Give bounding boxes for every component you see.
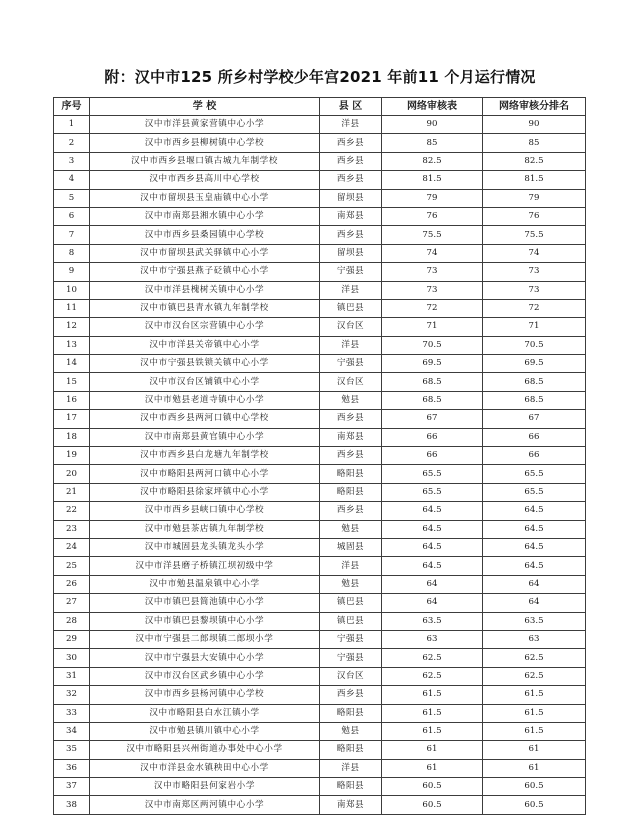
row-county: 西乡县 <box>320 447 382 465</box>
table-row <box>54 502 586 520</box>
row-review-score: 67 <box>382 410 483 428</box>
row-review-rank: 64.5 <box>483 538 586 556</box>
row-review-score: 75.5 <box>382 226 483 244</box>
row-county: 宁强县 <box>320 263 382 281</box>
row-school-name: 汉中市西乡县杨河镇中心学校 <box>90 686 320 704</box>
school-ranking-table <box>53 97 586 815</box>
row-county: 城固县 <box>320 538 382 556</box>
row-review-score: 66 <box>382 447 483 465</box>
row-index: 1 <box>54 116 90 134</box>
table-row <box>54 759 586 777</box>
table-row <box>54 116 586 134</box>
row-index: 18 <box>54 428 90 446</box>
header-review-rank: 网络审核分排名 <box>483 98 586 116</box>
table-row <box>54 263 586 281</box>
row-review-score: 68.5 <box>382 373 483 391</box>
table-row <box>54 557 586 575</box>
row-county: 洋县 <box>320 557 382 575</box>
row-review-score: 60.5 <box>382 778 483 796</box>
table-row <box>54 428 586 446</box>
row-school-name: 汉中市略阳县兴州街道办事处中心小学 <box>90 741 320 759</box>
row-county: 洋县 <box>320 116 382 134</box>
row-index: 3 <box>54 152 90 170</box>
table-row <box>54 281 586 299</box>
row-index: 5 <box>54 189 90 207</box>
row-county: 西乡县 <box>320 134 382 152</box>
row-review-rank: 73 <box>483 281 586 299</box>
row-county: 宁强县 <box>320 630 382 648</box>
row-school-name: 汉中市留坝县玉皇庙镇中心小学 <box>90 189 320 207</box>
row-index: 8 <box>54 244 90 262</box>
row-school-name: 汉中市西乡县白龙塘九年制学校 <box>90 447 320 465</box>
row-index: 33 <box>54 704 90 722</box>
row-county: 西乡县 <box>320 410 382 428</box>
row-review-score: 64.5 <box>382 520 483 538</box>
row-county: 南郑县 <box>320 428 382 446</box>
row-review-rank: 72 <box>483 299 586 317</box>
row-review-score: 61.5 <box>382 686 483 704</box>
row-review-rank: 65.5 <box>483 465 586 483</box>
table-row <box>54 612 586 630</box>
row-review-score: 64.5 <box>382 557 483 575</box>
row-review-score: 71 <box>382 318 483 336</box>
row-index: 38 <box>54 796 90 814</box>
row-review-score: 73 <box>382 281 483 299</box>
row-county: 洋县 <box>320 281 382 299</box>
row-index: 24 <box>54 538 90 556</box>
row-index: 37 <box>54 778 90 796</box>
row-review-score: 63.5 <box>382 612 483 630</box>
header-school: 学 校 <box>90 98 320 116</box>
row-school-name: 汉中市洋县磨子桥镇江坝初级中学 <box>90 557 320 575</box>
row-review-rank: 75.5 <box>483 226 586 244</box>
table-row <box>54 299 586 317</box>
row-review-rank: 74 <box>483 244 586 262</box>
row-school-name: 汉中市略阳县徐家坪镇中心小学 <box>90 483 320 501</box>
row-review-rank: 63 <box>483 630 586 648</box>
row-review-rank: 68.5 <box>483 373 586 391</box>
row-review-rank: 62.5 <box>483 649 586 667</box>
row-review-rank: 64.5 <box>483 520 586 538</box>
row-school-name: 汉中市南郑县黄官镇中心小学 <box>90 428 320 446</box>
row-school-name: 汉中市宁强县大安镇中心小学 <box>90 649 320 667</box>
row-school-name: 汉中市略阳县何家岩小学 <box>90 778 320 796</box>
row-review-score: 64 <box>382 594 483 612</box>
row-county: 略阳县 <box>320 741 382 759</box>
row-school-name: 汉中市宁强县铁锁关镇中心小学 <box>90 355 320 373</box>
row-county: 勉县 <box>320 520 382 538</box>
row-index: 30 <box>54 649 90 667</box>
row-review-rank: 61.5 <box>483 722 586 740</box>
row-county: 洋县 <box>320 336 382 354</box>
row-school-name: 汉中市宁强县二郎坝镇二郎坝小学 <box>90 630 320 648</box>
row-school-name: 汉中市城固县龙头镇龙头小学 <box>90 538 320 556</box>
row-school-name: 汉中市勉县镇川镇中心小学 <box>90 722 320 740</box>
row-school-name: 汉中市宁强县燕子砭镇中心小学 <box>90 263 320 281</box>
row-review-rank: 61 <box>483 759 586 777</box>
table-row <box>54 447 586 465</box>
row-review-score: 61 <box>382 741 483 759</box>
row-review-rank: 90 <box>483 116 586 134</box>
table-row <box>54 483 586 501</box>
header-county: 县 区 <box>320 98 382 116</box>
table-row <box>54 520 586 538</box>
row-county: 略阳县 <box>320 778 382 796</box>
document-title: 附：汉中市125 所乡村学校少年宫2021 年前11 个月运行情况 <box>104 68 536 86</box>
row-review-score: 85 <box>382 134 483 152</box>
row-review-rank: 61.5 <box>483 686 586 704</box>
header-review-score: 网络审核表 <box>382 98 483 116</box>
row-review-score: 69.5 <box>382 355 483 373</box>
row-review-rank: 68.5 <box>483 391 586 409</box>
row-review-score: 70.5 <box>382 336 483 354</box>
table-row <box>54 796 586 814</box>
row-review-score: 90 <box>382 116 483 134</box>
row-review-score: 61 <box>382 759 483 777</box>
table-row <box>54 207 586 225</box>
table-row <box>54 704 586 722</box>
row-review-score: 66 <box>382 428 483 446</box>
row-index: 35 <box>54 741 90 759</box>
row-school-name: 汉中市南郑区两河镇中心小学 <box>90 796 320 814</box>
row-school-name: 汉中市勉县温泉镇中心小学 <box>90 575 320 593</box>
row-index: 27 <box>54 594 90 612</box>
row-review-rank: 66 <box>483 447 586 465</box>
row-county: 汉台区 <box>320 667 382 685</box>
table-row <box>54 741 586 759</box>
row-county: 镇巴县 <box>320 594 382 612</box>
row-review-rank: 63.5 <box>483 612 586 630</box>
row-county: 宁强县 <box>320 649 382 667</box>
row-county: 略阳县 <box>320 704 382 722</box>
table-row <box>54 538 586 556</box>
table-row <box>54 189 586 207</box>
row-review-score: 64.5 <box>382 538 483 556</box>
table-row <box>54 355 586 373</box>
row-county: 勉县 <box>320 575 382 593</box>
row-index: 31 <box>54 667 90 685</box>
table-row <box>54 630 586 648</box>
row-index: 20 <box>54 465 90 483</box>
row-school-name: 汉中市西乡县两河口镇中心学校 <box>90 410 320 428</box>
row-county: 汉台区 <box>320 373 382 391</box>
row-school-name: 汉中市西乡县高川中心学校 <box>90 171 320 189</box>
table-row <box>54 778 586 796</box>
row-index: 34 <box>54 722 90 740</box>
row-review-score: 74 <box>382 244 483 262</box>
row-county: 汉台区 <box>320 318 382 336</box>
row-index: 17 <box>54 410 90 428</box>
row-review-rank: 62.5 <box>483 667 586 685</box>
row-review-rank: 85 <box>483 134 586 152</box>
row-school-name: 汉中市西乡县柳树镇中心学校 <box>90 134 320 152</box>
row-review-rank: 64.5 <box>483 502 586 520</box>
table-header-row <box>54 98 586 116</box>
table-row <box>54 391 586 409</box>
row-review-score: 62.5 <box>382 667 483 685</box>
row-review-rank: 60.5 <box>483 796 586 814</box>
row-review-score: 65.5 <box>382 465 483 483</box>
row-county: 勉县 <box>320 722 382 740</box>
row-review-score: 63 <box>382 630 483 648</box>
row-review-score: 79 <box>382 189 483 207</box>
row-review-score: 73 <box>382 263 483 281</box>
row-review-rank: 79 <box>483 189 586 207</box>
row-index: 28 <box>54 612 90 630</box>
row-review-rank: 65.5 <box>483 483 586 501</box>
row-review-score: 60.5 <box>382 796 483 814</box>
row-index: 26 <box>54 575 90 593</box>
row-review-rank: 81.5 <box>483 171 586 189</box>
row-review-rank: 64.5 <box>483 557 586 575</box>
table-row <box>54 410 586 428</box>
row-school-name: 汉中市镇巴县黎坝镇中心小学 <box>90 612 320 630</box>
row-index: 25 <box>54 557 90 575</box>
row-school-name: 汉中市洋县关帝镇中心小学 <box>90 336 320 354</box>
row-school-name: 汉中市汉台区宗营镇中心小学 <box>90 318 320 336</box>
row-county: 略阳县 <box>320 483 382 501</box>
table-body <box>54 116 586 815</box>
table-row <box>54 575 586 593</box>
row-school-name: 汉中市西乡县峡口镇中心学校 <box>90 502 320 520</box>
row-school-name: 汉中市略阳县白水江镇小学 <box>90 704 320 722</box>
row-county: 西乡县 <box>320 171 382 189</box>
row-review-rank: 61 <box>483 741 586 759</box>
row-review-rank: 61.5 <box>483 704 586 722</box>
row-index: 4 <box>54 171 90 189</box>
row-county: 南郑县 <box>320 796 382 814</box>
table-row <box>54 722 586 740</box>
table-row <box>54 226 586 244</box>
table-row <box>54 686 586 704</box>
table-row <box>54 244 586 262</box>
table-row <box>54 373 586 391</box>
row-review-score: 82.5 <box>382 152 483 170</box>
row-review-rank: 67 <box>483 410 586 428</box>
row-review-rank: 82.5 <box>483 152 586 170</box>
row-review-score: 61.5 <box>382 704 483 722</box>
row-index: 22 <box>54 502 90 520</box>
row-index: 32 <box>54 686 90 704</box>
row-review-rank: 71 <box>483 318 586 336</box>
table-row <box>54 318 586 336</box>
row-county: 南郑县 <box>320 207 382 225</box>
row-county: 宁强县 <box>320 355 382 373</box>
row-school-name: 汉中市勉县茶店镇九年制学校 <box>90 520 320 538</box>
row-school-name: 汉中市镇巴县简池镇中心小学 <box>90 594 320 612</box>
row-index: 14 <box>54 355 90 373</box>
row-index: 9 <box>54 263 90 281</box>
table-row <box>54 667 586 685</box>
row-school-name: 汉中市汉台区武乡镇中心小学 <box>90 667 320 685</box>
row-review-score: 76 <box>382 207 483 225</box>
row-county: 西乡县 <box>320 502 382 520</box>
row-index: 12 <box>54 318 90 336</box>
row-school-name: 汉中市留坝县武关驿镇中心小学 <box>90 244 320 262</box>
row-review-score: 61.5 <box>382 722 483 740</box>
row-county: 镇巴县 <box>320 299 382 317</box>
row-review-score: 65.5 <box>382 483 483 501</box>
row-school-name: 汉中市洋县黄家营镇中心小学 <box>90 116 320 134</box>
table-row <box>54 134 586 152</box>
row-county: 勉县 <box>320 391 382 409</box>
row-review-score: 64 <box>382 575 483 593</box>
row-review-score: 64.5 <box>382 502 483 520</box>
row-index: 13 <box>54 336 90 354</box>
table-row <box>54 336 586 354</box>
row-school-name: 汉中市西乡县桑园镇中心学校 <box>90 226 320 244</box>
row-county: 西乡县 <box>320 152 382 170</box>
row-index: 29 <box>54 630 90 648</box>
row-review-rank: 76 <box>483 207 586 225</box>
row-review-score: 72 <box>382 299 483 317</box>
table-row <box>54 649 586 667</box>
row-review-score: 81.5 <box>382 171 483 189</box>
row-county: 镇巴县 <box>320 612 382 630</box>
row-county: 留坝县 <box>320 189 382 207</box>
row-county: 西乡县 <box>320 226 382 244</box>
row-index: 15 <box>54 373 90 391</box>
row-index: 21 <box>54 483 90 501</box>
table-row <box>54 465 586 483</box>
row-index: 11 <box>54 299 90 317</box>
row-review-rank: 66 <box>483 428 586 446</box>
row-school-name: 汉中市西乡县堰口镇古城九年制学校 <box>90 152 320 170</box>
row-school-name: 汉中市镇巴县青水镇九年制学校 <box>90 299 320 317</box>
table-row <box>54 152 586 170</box>
row-school-name: 汉中市略阳县两河口镇中心小学 <box>90 465 320 483</box>
row-index: 2 <box>54 134 90 152</box>
row-index: 7 <box>54 226 90 244</box>
row-county: 留坝县 <box>320 244 382 262</box>
row-school-name: 汉中市洋县槐树关镇中心小学 <box>90 281 320 299</box>
row-review-score: 68.5 <box>382 391 483 409</box>
table-row <box>54 171 586 189</box>
row-index: 19 <box>54 447 90 465</box>
row-review-rank: 70.5 <box>483 336 586 354</box>
row-review-rank: 73 <box>483 263 586 281</box>
row-school-name: 汉中市勉县老道寺镇中心小学 <box>90 391 320 409</box>
row-county: 洋县 <box>320 759 382 777</box>
row-index: 23 <box>54 520 90 538</box>
row-index: 6 <box>54 207 90 225</box>
row-index: 16 <box>54 391 90 409</box>
row-index: 36 <box>54 759 90 777</box>
row-county: 略阳县 <box>320 465 382 483</box>
row-school-name: 汉中市汉台区铺镇中心小学 <box>90 373 320 391</box>
row-school-name: 汉中市洋县金水镇秧田中心小学 <box>90 759 320 777</box>
row-review-score: 62.5 <box>382 649 483 667</box>
row-school-name: 汉中市南郑县湘水镇中心小学 <box>90 207 320 225</box>
row-review-rank: 60.5 <box>483 778 586 796</box>
table-row <box>54 594 586 612</box>
row-review-rank: 64 <box>483 575 586 593</box>
row-review-rank: 69.5 <box>483 355 586 373</box>
row-index: 10 <box>54 281 90 299</box>
row-review-rank: 64 <box>483 594 586 612</box>
row-county: 西乡县 <box>320 686 382 704</box>
header-index: 序号 <box>54 98 90 116</box>
